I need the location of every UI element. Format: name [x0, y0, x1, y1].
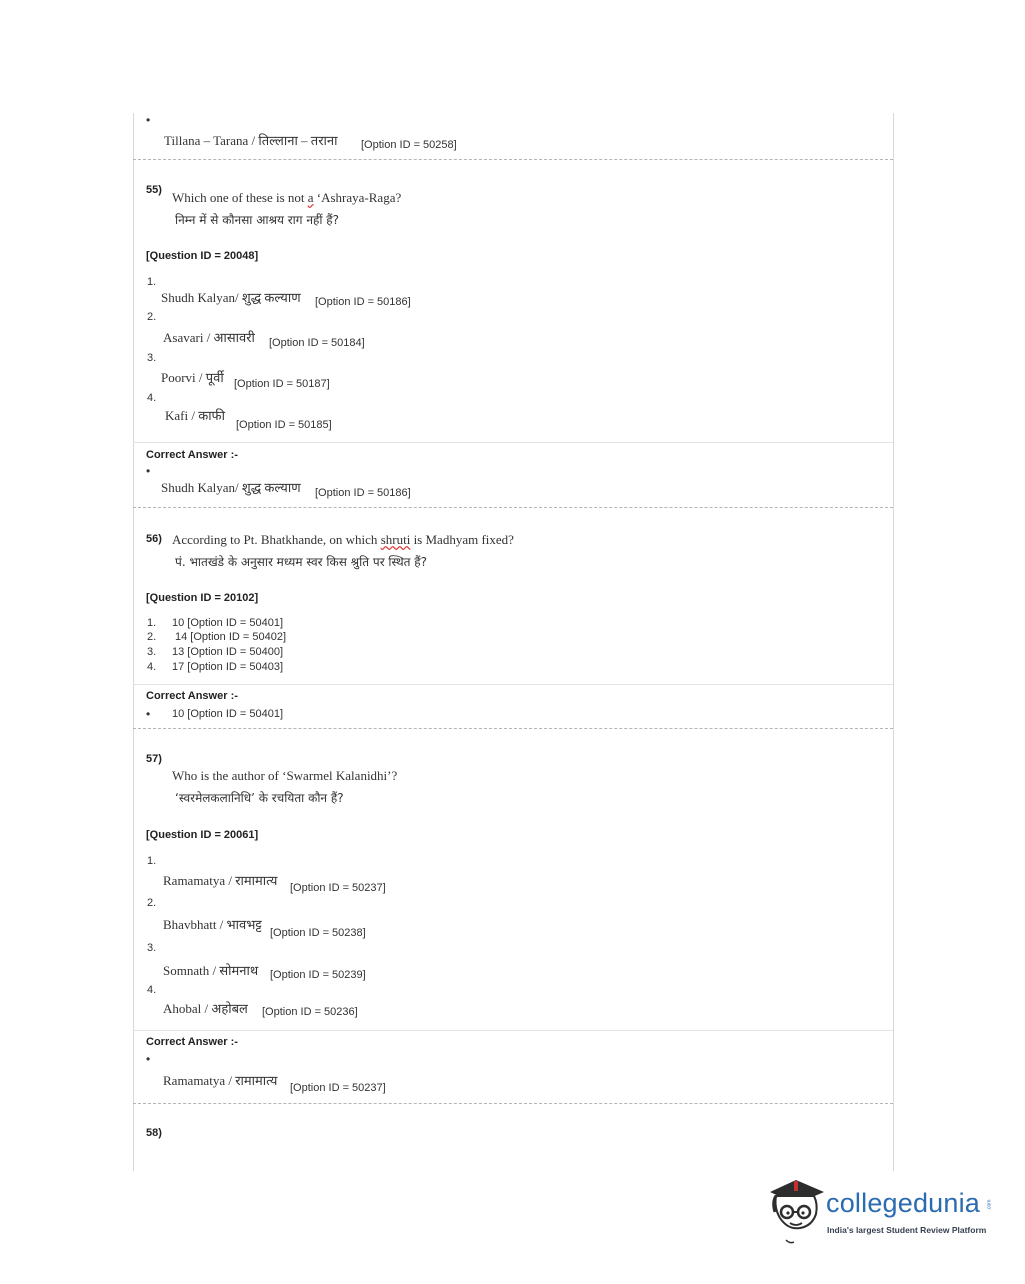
q57-question-id: [Question ID = 20061]	[146, 829, 259, 841]
q57-option-2-number: 2.	[147, 897, 157, 909]
q55-option-1-id: [Option ID = 50186]	[315, 296, 411, 308]
q55-option-4-id: [Option ID = 50185]	[236, 419, 332, 431]
logo-domain: .com	[986, 1199, 993, 1211]
q56-option-4-text: 17 [Option ID = 50403]	[172, 661, 283, 673]
q57-text-hi: ‘स्वरमेलकलानिधि’ के रचयिता कौन हैं?	[175, 791, 344, 805]
q57-option-4-id: [Option ID = 50236]	[262, 1006, 358, 1018]
q56-option-1-text: 10 [Option ID = 50401]	[172, 617, 283, 629]
q55-answer-id: [Option ID = 50186]	[315, 487, 411, 499]
separator	[133, 728, 893, 729]
q56-correct-label: Correct Answer :-	[146, 690, 238, 702]
q57-answer-id: [Option ID = 50237]	[290, 1082, 386, 1094]
q55-option-2-text: Asavari / आसावरी	[163, 330, 255, 345]
logo-tagline: India's largest Student Review Platform	[827, 1225, 987, 1235]
q55-option-1-text: Shudh Kalyan/ शुद्ध कल्याण	[161, 290, 301, 305]
q55-question-id: [Question ID = 20048]	[146, 250, 259, 262]
q55-option-3-number: 3.	[147, 352, 157, 364]
q55-text-en: Which one of these is not a ‘Ashraya-Raga?	[172, 190, 402, 205]
q57-option-1-id: [Option ID = 50237]	[290, 882, 386, 894]
q57-option-3-id: [Option ID = 50239]	[270, 969, 366, 981]
q56-option-4-number: 4.	[147, 661, 157, 673]
prev-answer-bullet: •	[146, 113, 151, 127]
q57-text-en: Who is the author of ‘Swarmel Kalanidhi’?	[172, 768, 398, 783]
q57-option-3-number: 3.	[147, 942, 157, 954]
q56-text-hi: पं. भातखंडे के अनुसार मध्यम स्वर किस श्रुति पर स्थित हैं?	[175, 555, 428, 569]
collegedunia-logo	[766, 1178, 996, 1248]
separator	[133, 507, 893, 508]
q55-option-4-text: Kafi / काफी	[165, 408, 225, 423]
q55-text-hi: निम्न में से कौनसा आश्रय राग नहीं हैं?	[175, 213, 340, 227]
q56-option-2-number: 2.	[147, 631, 157, 643]
q56-answer-text: 10 [Option ID = 50401]	[172, 708, 283, 720]
q57-correct-label: Correct Answer :-	[146, 1036, 238, 1048]
q55-option-3-text: Poorvi / पूर्वी	[161, 370, 224, 385]
q56-option-1-number: 1.	[147, 617, 157, 629]
q57-answer-bullet: •	[146, 1052, 151, 1066]
separator	[133, 1103, 893, 1104]
q57-option-1-text: Ramamatya / रामामात्य	[163, 873, 278, 888]
q57-option-2-id: [Option ID = 50238]	[270, 927, 366, 939]
separator	[133, 1030, 893, 1031]
separator	[133, 442, 893, 443]
q56-number: 56)	[146, 533, 162, 545]
q55-option-2-id: [Option ID = 50184]	[269, 337, 365, 349]
logo-wordmark: collegedunia	[826, 1188, 981, 1218]
q56-option-3-text: 13 [Option ID = 50400]	[172, 646, 283, 658]
q57-option-2-text: Bhavbhatt / भावभट्ट	[163, 917, 262, 932]
q57-option-1-number: 1.	[147, 855, 157, 867]
q55-answer-text: Shudh Kalyan/ शुद्ध कल्याण	[161, 480, 301, 495]
q56-option-2-text: 14 [Option ID = 50402]	[175, 631, 286, 643]
q57-option-4-number: 4.	[147, 984, 157, 996]
q55-answer-bullet: •	[146, 464, 151, 478]
q56-option-3-number: 3.	[147, 646, 157, 658]
prev-answer-text: Tillana – Tarana / तिल्लाना – तराना	[164, 133, 338, 148]
q55-option-2-number: 2.	[147, 311, 157, 323]
q55-correct-label: Correct Answer :-	[146, 449, 238, 461]
separator	[133, 159, 893, 160]
q56-text-en: According to Pt. Bhatkhande, on which shruti is Madhyam fixed?	[172, 532, 514, 547]
prev-answer-option-id: [Option ID = 50258]	[361, 139, 457, 151]
q57-option-3-text: Somnath / सोमनाथ	[163, 963, 259, 978]
q57-answer-text: Ramamatya / रामामात्य	[163, 1073, 278, 1088]
separator	[133, 684, 893, 685]
q55-option-4-number: 4.	[147, 392, 157, 404]
q56-answer-bullet: •	[146, 707, 151, 721]
q57-option-4-text: Ahobal / अहोबल	[163, 1001, 248, 1016]
q57-number: 57)	[146, 753, 162, 765]
q55-option-1-number: 1.	[147, 276, 157, 288]
mascot-icon	[766, 1178, 828, 1248]
q56-question-id: [Question ID = 20102]	[146, 592, 259, 604]
q55-option-3-id: [Option ID = 50187]	[234, 378, 330, 390]
q58-number: 58)	[146, 1127, 162, 1139]
q55-number: 55)	[146, 184, 162, 196]
